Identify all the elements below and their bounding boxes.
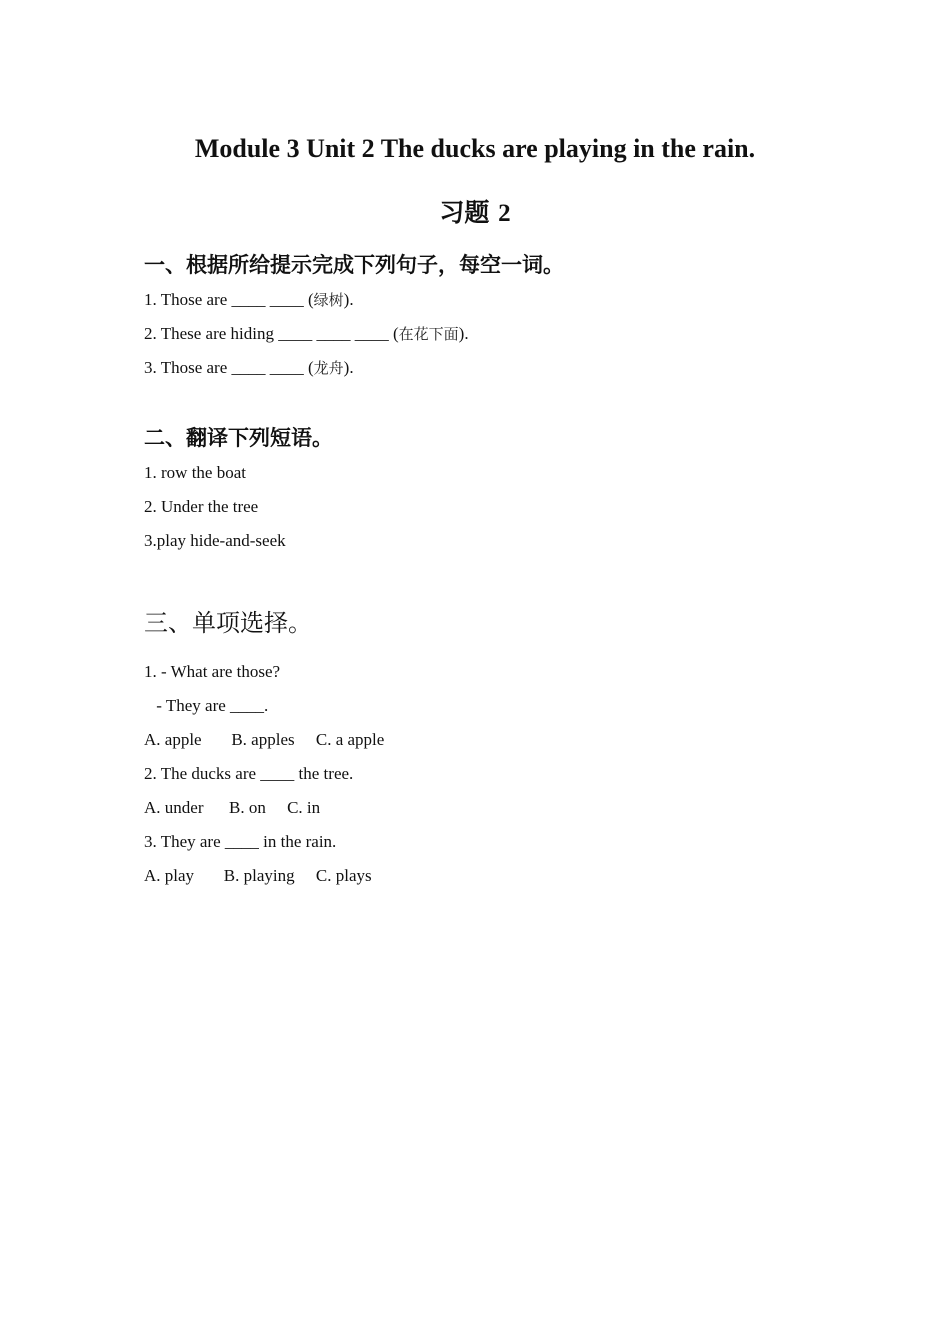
translate-item-3: 3.play hide-and-seek [144,531,286,550]
fill-blank-item-1 [144,288,354,312]
question-1-answer: - They are ____. [152,696,269,715]
item-end: ). [343,290,354,309]
item-hint: 绿树 [313,291,344,309]
translate-item-2: 2. Under the tree [144,497,259,516]
question-1: 1. - What are those? [144,662,281,681]
document-subtitle [0,196,950,231]
question-1-options: A. apple B. apples C. a apple [144,730,385,749]
question-3-options: A. play B. playing C. plays [144,866,372,885]
item-hint: 在花下面 [398,325,459,343]
subtitle-chinese: 习题 [439,198,490,227]
fill-blank-item-3 [144,356,354,380]
item-end: ). [458,324,469,343]
item-hint: 龙舟 [313,359,344,377]
document-title: Module 3 Unit 2 The ducks are playing in the rain. [194,134,756,163]
item-text: 2. These are hiding ____ ____ ____ ( [144,324,399,343]
item-text: 1. Those are ____ ____ ( [144,290,314,309]
section-3-heading: 三、单项选择。 [144,609,312,637]
section-1-heading: 一、根据所给提示完成下列句子，每空一词。 [144,253,564,277]
question-3: 3. They are ____ in the rain. [144,832,337,851]
item-text: 3. Those are ____ ____ ( [144,358,314,377]
item-end: ). [343,358,354,377]
question-2: 2. The ducks are ____ the tree. [144,764,354,783]
section-2-heading: 二、翻译下列短语。 [144,426,333,450]
subtitle-number: 2 [498,200,511,227]
fill-blank-item-2 [144,322,469,346]
translate-item-1: 1. row the boat [144,463,246,482]
question-2-options: A. under B. on C. in [144,798,321,817]
